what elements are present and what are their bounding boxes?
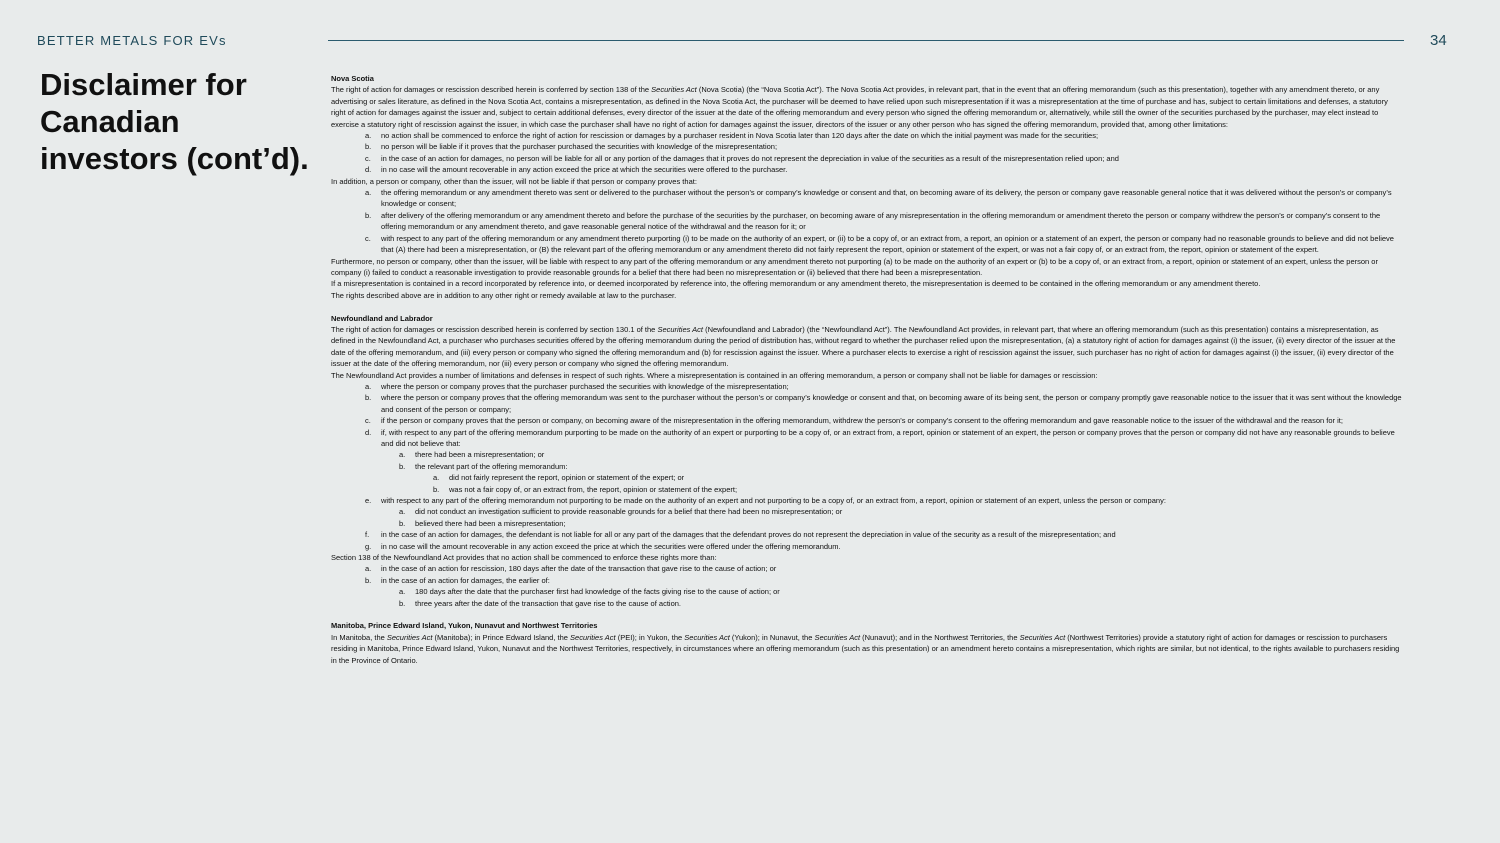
list-item bbox=[331, 392, 1403, 415]
list-marker: b. bbox=[399, 598, 406, 608]
page-number: 34 bbox=[1430, 32, 1447, 49]
list-marker: b. bbox=[365, 575, 372, 585]
list-item-text: no person will be liable if it proves that the purchaser purchased the securities with knowledge of the misrepresentation; bbox=[381, 142, 778, 152]
list-marker: a. bbox=[365, 188, 372, 198]
paragraph: Furthermore, no person or company, other than the issuer, will be liable with respect to any part of the offering memorandum or any amendment thereto not purporting (a) to be made on the authority of an expert or (b) to be a copy of, or an extract from, a report, opinion or statement of an expert, unless the person or company (i) failed to conduct a reasonable investigation to provide reasonable grounds for a belief that there had been no misrepresentation or (ii) believed that there had been a misrepresentation. bbox=[331, 256, 1378, 277]
list-item bbox=[331, 461, 1403, 472]
list-item-text: in no case will the amount recoverable in any action exceed the price at which the securities were offered to the purchaser. bbox=[381, 165, 788, 175]
list-item bbox=[331, 472, 1403, 483]
list-item bbox=[331, 130, 1403, 141]
list-item-text: in the case of an action for damages, the earlier of: bbox=[381, 575, 550, 585]
list-marker: a. bbox=[399, 450, 406, 460]
paragraph: If a misrepresentation is contained in a record incorporated by reference into, or deemed incorporated by reference into, the offering memorandum or any amendment thereto, the misrepresentation is deemed to be contained in the offering memorandum or any amendment thereto. bbox=[331, 279, 1261, 289]
list-marker: a. bbox=[365, 131, 372, 141]
list-item-text: the offering memorandum or any amendment thereto was sent or delivered to the purchaser without the person’s or company’s knowledge or consent and that, on becoming aware of its delivery, the person or company gave reasonable general notice that it was delivered without the person’s or company’s knowledge or consent; bbox=[381, 188, 1392, 209]
list-item bbox=[331, 495, 1403, 506]
list-item bbox=[331, 164, 1403, 175]
list-item bbox=[331, 529, 1403, 540]
list-item-text: 180 days after the date that the purchaser first had knowledge of the facts giving rise to the cause of action; or bbox=[415, 587, 780, 597]
list-item-text: with respect to any part of the offering memorandum or any amendment thereto purporting (i) to be made on the authority of an expert, or (ii) to be a copy of, or an extract from, a report, an opinion or a statement of an expert, the person or company had no reasonable grounds to believe and did not believe that (A) there had been a misrepresentation, or (B) the relevant part of the offering memorandum or any amendment thereto did not fairly represent the report, opinion or statement of the expert, or was not a fair copy of, or an extract from, the report, opinion or statement of the expert. bbox=[381, 233, 1394, 255]
list-item-text: in the case of an action for rescission, 180 days after the date of the transaction that gave rise to the cause of action; or bbox=[381, 564, 777, 574]
list-item-text: where the person or company proves that the purchaser purchased the securities with knowledge of the misrepresentation; bbox=[381, 381, 789, 391]
header-divider bbox=[328, 40, 1404, 41]
list-item-text: did not conduct an investigation sufficient to provide reasonable grounds for a belief that there had been no misrepresentation; or bbox=[415, 507, 843, 517]
list-item-text: believed there had been a misrepresentation; bbox=[415, 518, 566, 528]
list-marker: b. bbox=[433, 484, 440, 494]
list-item-text: there had been a misrepresentation; or bbox=[415, 450, 545, 460]
list-item bbox=[331, 381, 1403, 392]
paragraph: The right of action for damages or rescission described herein is conferred by section 130.1 of the Securities Act (Newfoundland and Labrador) (the “Newfoundland Act”). The Newfoundland Act provides, in relevant part, that where an offering memorandum (such as this presentation) contains a misrepresentation, as defined in the Newfoundland Act, a purchaser who purchases securities offered by the offering memorandum during the period of distribution has, without regard to whether the purchaser relied upon the misrepresentation, (a) a statutory right of action for damages against (i) the issuer, (ii) every director of the issuer at the date of the offering memorandum, and (iii) every person or company who signed the offering memorandum and (b) for rescission against the issuer. Where a purchaser elects to exercise a right of rescission against the issuer, such purchaser has no right of action for damages against (i) the issuer, (ii) every director of the issuer at the date of the offering memorandum, nor (iii) every person or company who signed the offering memorandum. bbox=[331, 324, 1396, 369]
list-item bbox=[331, 427, 1403, 450]
list-item-text: if the person or company proves that the person or company, on becoming aware of the misrepresentation in the offering memorandum, withdrew the person’s or company’s consent to the offering memorandum and gave reasonable notice to the issuer of the withdrawal and the reason for it; bbox=[381, 416, 1343, 426]
list-marker: a. bbox=[399, 587, 406, 597]
list-marker: f. bbox=[365, 530, 370, 540]
list-marker: b. bbox=[365, 393, 372, 403]
paragraph: The rights described above are in addition to any other right or remedy available at law to the purchaser. bbox=[331, 290, 677, 300]
list-item-text: with respect to any part of the offering memorandum not purporting to be made on the authority of an expert and not purporting to be a copy of, or an extract from, a report, opinion or statement of an expert, unless the person or company: bbox=[381, 496, 1166, 506]
list-marker: g. bbox=[365, 541, 372, 551]
list-item bbox=[331, 563, 1403, 574]
section-gap bbox=[331, 609, 1403, 620]
list-marker: a. bbox=[433, 473, 440, 483]
list-marker: b. bbox=[399, 518, 406, 528]
list-item-text: did not fairly represent the report, opinion or statement of the expert; or bbox=[449, 473, 685, 483]
slide-title: Disclaimer for Canadian investors (cont’d). bbox=[40, 67, 309, 176]
list-item bbox=[331, 484, 1403, 495]
list-item-text: in the case of an action for damages, the defendant is not liable for all or any part of the damages that the defendant proves do not represent the depreciation in value of the security as a result of the misrepresentation; and bbox=[381, 530, 1116, 540]
section-heading: Newfoundland and Labrador bbox=[331, 313, 433, 323]
list-marker: b. bbox=[365, 210, 372, 220]
list-item-text: the relevant part of the offering memorandum: bbox=[415, 461, 568, 471]
list-marker: d. bbox=[365, 427, 372, 437]
list-item bbox=[331, 187, 1403, 210]
header-label: BETTER METALS FOR EVs bbox=[37, 33, 227, 48]
list-marker: c. bbox=[365, 233, 371, 243]
list-marker: b. bbox=[365, 142, 372, 152]
section-gap bbox=[331, 301, 1403, 312]
list-marker: d. bbox=[365, 165, 372, 175]
paragraph: The right of action for damages or rescission described herein is conferred by section 138 of the Securities Act (Nova Scotia) (the “Nova Scotia Act”). The Nova Scotia Act provides, in relevant part, that in the event that an offering memorandum (such as this presentation), together with any amendment thereto, or any advertising or sales literature, as defined in the Nova Scotia Act, contains a misrepresentation, as defined in the Nova Scotia Act, the purchaser will be deemed to have relied upon such misrepresentation if it was a misrepresentation at the time of purchase and has, subject to certain limitations and defenses, a statutory right of action for damages against the issuer and, subject to certain additional defenses, every director of the issuer at the date of the offering memorandum and every person who signed the offering memorandum or, alternatively, while still the owner of the securities purchased by the purchaser, may elect instead to exercise a statutory right of rescission against the issuer, in which case the purchaser shall have no right of action for damages against the issuer, directors of the issuer or any other person who has signed the offering memorandum, provided that, among other limitations: bbox=[331, 85, 1388, 129]
list-marker: b. bbox=[399, 461, 406, 471]
list-item bbox=[331, 210, 1403, 233]
list-item bbox=[331, 449, 1403, 460]
list-item bbox=[331, 575, 1403, 586]
list-marker: a. bbox=[365, 381, 372, 391]
list-item-text: if, with respect to any part of the offering memorandum purporting to be made on the authority of an expert or purporting to be a copy of, or an extract from, a report, opinion or statement of an expert, the person or company proves that the person or company did not have any reasonable grounds to believe and did not believe that: bbox=[381, 427, 1395, 448]
list-item bbox=[331, 141, 1403, 152]
list-item-text: where the person or company proves that the offering memorandum was sent to the purchaser without the person’s or company’s knowledge or consent and that, on becoming aware of its being sent, the person or company promptly gave reasonable notice to the issuer that it was sent without the knowledge and consent of the person or company; bbox=[381, 393, 1402, 414]
paragraph: In Manitoba, the Securities Act (Manitoba); in Prince Edward Island, the Securities Act (PEI); in Yukon, the Securities Act (Yukon); in Nunavut, the Securities Act (Nunavut); and in the Northwest Territories, the Securities Act (Northwest Territories) provide a statutory right of action for damages or rescission to purchasers residing in Manitoba, Prince Edward Island, Yukon, Nunavut and the Northwest Territories, respectively, in circumstances where an offering memorandum (such as this presentation) or an amendment hereto contains a misrepresentation, which rights are similar, but not identical, to the rights available to purchasers residing in the Province of Ontario. bbox=[331, 632, 1400, 665]
paragraph: The Newfoundland Act provides a number of limitations and defenses in respect of such rights. Where a misrepresentation is contained in an offering memorandum, a person or company shall not be liable for damages or rescission: bbox=[331, 370, 1098, 380]
list-item bbox=[331, 233, 1403, 256]
list-item bbox=[331, 541, 1403, 552]
section-heading: Nova Scotia bbox=[331, 74, 374, 83]
list-item bbox=[331, 153, 1403, 164]
list-item-text: in the case of an action for damages, no person will be liable for all or any portion of the damages that it proves do not represent the depreciation in value of the securities as a result of the misrepresentation relied upon; and bbox=[381, 153, 1119, 163]
disclaimer-body bbox=[331, 73, 1403, 666]
list-item-text: in no case will the amount recoverable in any action exceed the price at which the securities were offered under the offering memorandum. bbox=[381, 541, 841, 551]
list-item bbox=[331, 598, 1403, 609]
list-item bbox=[331, 518, 1403, 529]
paragraph: Section 138 of the Newfoundland Act provides that no action shall be commenced to enforce these rights more than: bbox=[331, 553, 717, 563]
section-heading: Manitoba, Prince Edward Island, Yukon, Nunavut and Northwest Territories bbox=[331, 621, 598, 631]
paragraph: In addition, a person or company, other than the issuer, will not be liable if that person or company proves that: bbox=[331, 176, 697, 186]
list-item bbox=[331, 586, 1403, 597]
list-marker: a. bbox=[399, 507, 406, 517]
list-marker: e. bbox=[365, 496, 372, 506]
list-marker: a. bbox=[365, 564, 372, 574]
list-item bbox=[331, 415, 1403, 426]
list-marker: c. bbox=[365, 153, 371, 163]
list-marker: c. bbox=[365, 416, 371, 426]
list-item-text: was not a fair copy of, or an extract from, the report, opinion or statement of the expert; bbox=[449, 484, 738, 494]
list-item-text: after delivery of the offering memorandum or any amendment thereto and before the purchase of the securities by the purchaser, on becoming aware of any misrepresentation in the offering memorandum or amendment thereto the person or company withdrew the person’s or company’s consent to the offering memorandum or any amendment thereto, and gave reasonable general notice of the withdrawal and the reason for it; or bbox=[381, 210, 1381, 232]
list-item bbox=[331, 506, 1403, 517]
list-item-text: three years after the date of the transaction that gave rise to the cause of action. bbox=[415, 598, 681, 608]
list-item-text: no action shall be commenced to enforce the right of action for rescission or damages by a purchaser resident in Nova Scotia later than 120 days after the date on which the initial payment was made for the securities; bbox=[381, 131, 1099, 141]
